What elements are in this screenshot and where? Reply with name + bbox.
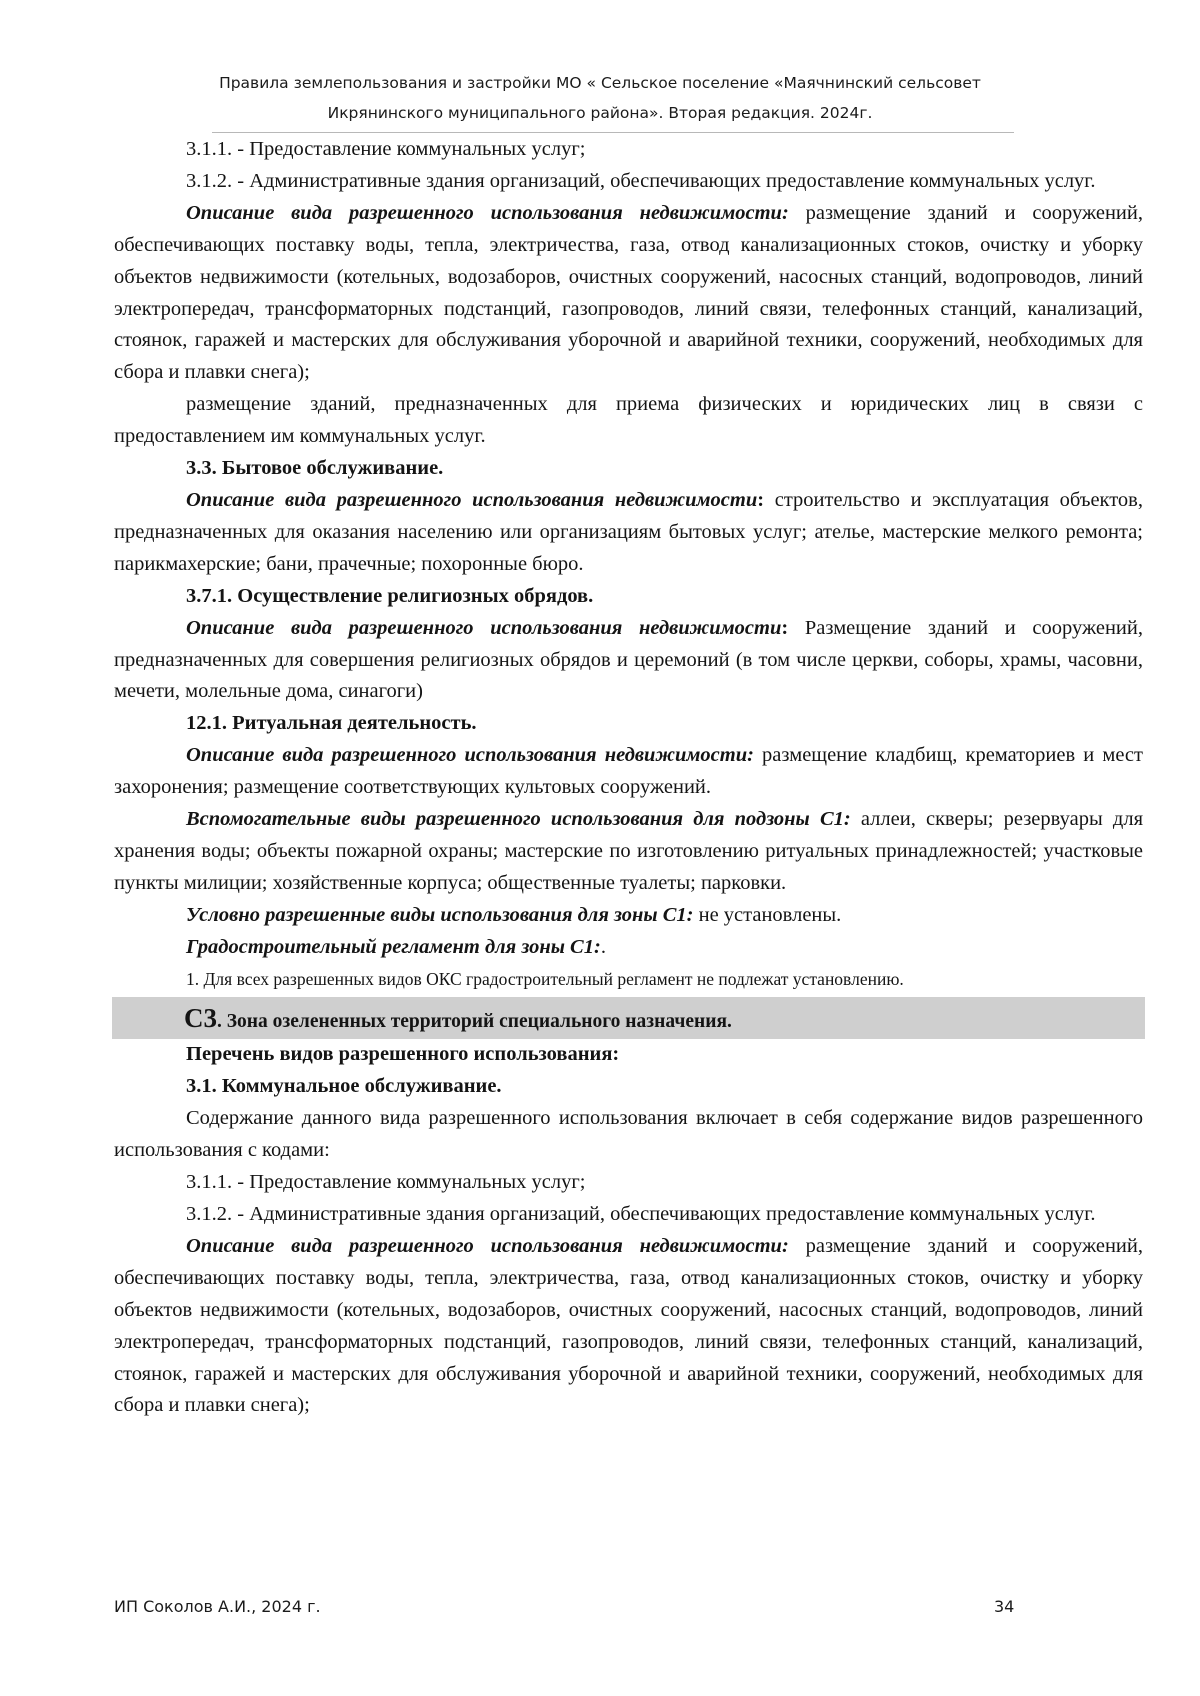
footer-author: ИП Соколов А.И., 2024 г. (114, 1597, 321, 1616)
auxiliary-label: Вспомогательные виды разрешенного использования для подзоны С1: (186, 808, 851, 831)
auxiliary-text: аллеи, скверы; резервуары для хранения воды; объекты пожарной охраны; мастерские по изготовлению ритуальных принадлежностей; участковые пункты милиции; хозяйственные корпуса; общественные туалеты; парковки. (114, 808, 1143, 894)
paragraph-auxiliary-uses (114, 804, 1143, 900)
description-label: Описание вида разрешенного использования недвижимости: (186, 1234, 789, 1257)
header-line-2: Икрянинского муниципального района». Вторая редакция. 2024г. (327, 104, 873, 122)
paragraph-content: Содержание данного вида разрешенного использования включает в себя содержание видов разрешенного использования с кодами: (114, 1107, 1143, 1162)
heading-3-1: 3.1. Коммунальное обслуживание. (186, 1075, 502, 1098)
description-text: размещение зданий и сооружений, обеспечивающих поставку воды, тепла, электричества, газа, отвод канализационных стоков, очистку и уборку объектов недвижимости (котельных, водозаборов, очистных сооружений, насосных станций, водопроводов, линий электропередач, трансформаторных подстанций, газопроводов, линий связи, телефонных станций, канализаций, стоянок, гаражей и мастерских для обслуживания уборочной и аварийной техники, сооружений, необходимых для сбора и плавки снега); (114, 1234, 1143, 1417)
regulation-text: . (600, 935, 606, 958)
heading-12-1: 12.1. Ритуальная деятельность. (186, 712, 477, 735)
zone-title: . Зона озелененных территорий специального назначения. (217, 1011, 732, 1033)
heading-permitted-uses-list: Перечень видов разрешенного использования: (186, 1043, 620, 1066)
paragraph-3-1-1: 3.1.1. - Предоставление коммунальных услуг; (186, 138, 586, 160)
description-colon: : (757, 488, 765, 511)
document-body (114, 134, 1143, 1422)
page-number: 34 (994, 1597, 1015, 1616)
description-text: размещение зданий и сооружений, обеспечивающих поставку воды, тепла, электричества, газа, отвод канализационных стоков, очистку и уборку объектов недвижимости (котельных, водозаборов, очистных сооружений, насосных станций, водопроводов, линий электропередач, трансформаторных подстанций, газопроводов, линий связи, телефонных станций, канализаций, стоянок, гаражей и мастерских для обслуживания уборочной и аварийной техники, сооружений, необходимых для сбора и плавки снега); (114, 201, 1143, 384)
description-label: Описание вида разрешенного использования недвижимости: (186, 201, 789, 224)
paragraph-conditional-uses (114, 900, 1143, 932)
paragraph-description-religious (114, 613, 1143, 709)
description-label: Описание вида разрешенного использования недвижимости (186, 488, 758, 511)
paragraph-description-household (114, 485, 1143, 581)
regulation-label: Градостроительный регламент для зоны С1: (186, 935, 601, 958)
zone-code: С3 (184, 1003, 217, 1034)
paragraph-regulation (114, 932, 1143, 964)
description-label: Описание вида разрешенного использования недвижимости (186, 616, 782, 639)
header-divider (212, 132, 1014, 133)
paragraph-placement: размещение зданий, предназначенных для приема физических и юридических лиц в связи с предоставлением им коммунальных услуг. (114, 393, 1143, 448)
paragraph-description-utilities-repeat (114, 1231, 1143, 1422)
description-text: строительство и эксплуатация объектов, предназначенных для оказания населению или организациям бытовых услуг; ателье, мастерские мелкого ремонта; парикмахерские; бани, прачечные; похоронные бюро. (114, 488, 1143, 575)
paragraph-3-1-2: 3.1.2. - Административные здания организаций, обеспечивающих предоставление коммунальных услуг. (186, 169, 1096, 192)
page-header (0, 68, 1200, 128)
header-line-1: Правила землепользования и застройки МО « Сельское поселение «Маячнинский сельсовет (219, 74, 981, 92)
paragraph-description-utilities (114, 198, 1143, 389)
description-text: размещение кладбищ, крематориев и мест захоронения; размещение соответствующих культовых сооружений. (114, 744, 1143, 799)
paragraph-3-1-2-repeat: 3.1.2. - Административные здания организаций, обеспечивающих предоставление коммунальных услуг. (186, 1203, 1096, 1225)
heading-3-3: 3.3. Бытовое обслуживание. (186, 457, 444, 480)
description-label: Описание вида разрешенного использования недвижимости: (186, 744, 754, 767)
description-text: Размещение зданий и сооружений, предназначенных для совершения религиозных обрядов и церемоний (в том числе церкви, соборы, храмы, часовни, мечети, молельные дома, синагоги) (114, 616, 1143, 703)
paragraph-regulation-note: 1. Для всех разрешенных видов ОКС градостроительный регламент не подлежат установлению. (186, 968, 904, 989)
zone-c3-heading (112, 997, 1145, 1039)
heading-3-7-1: 3.7.1. Осуществление религиозных обрядов. (186, 584, 594, 607)
paragraph-description-ritual (114, 740, 1143, 804)
paragraph-3-1-1-repeat: 3.1.1. - Предоставление коммунальных услуг; (186, 1171, 586, 1194)
conditional-label: Условно разрешенные виды использования для зоны С1: (186, 903, 694, 926)
description-colon: : (781, 616, 789, 639)
conditional-text: не установлены. (693, 903, 842, 926)
